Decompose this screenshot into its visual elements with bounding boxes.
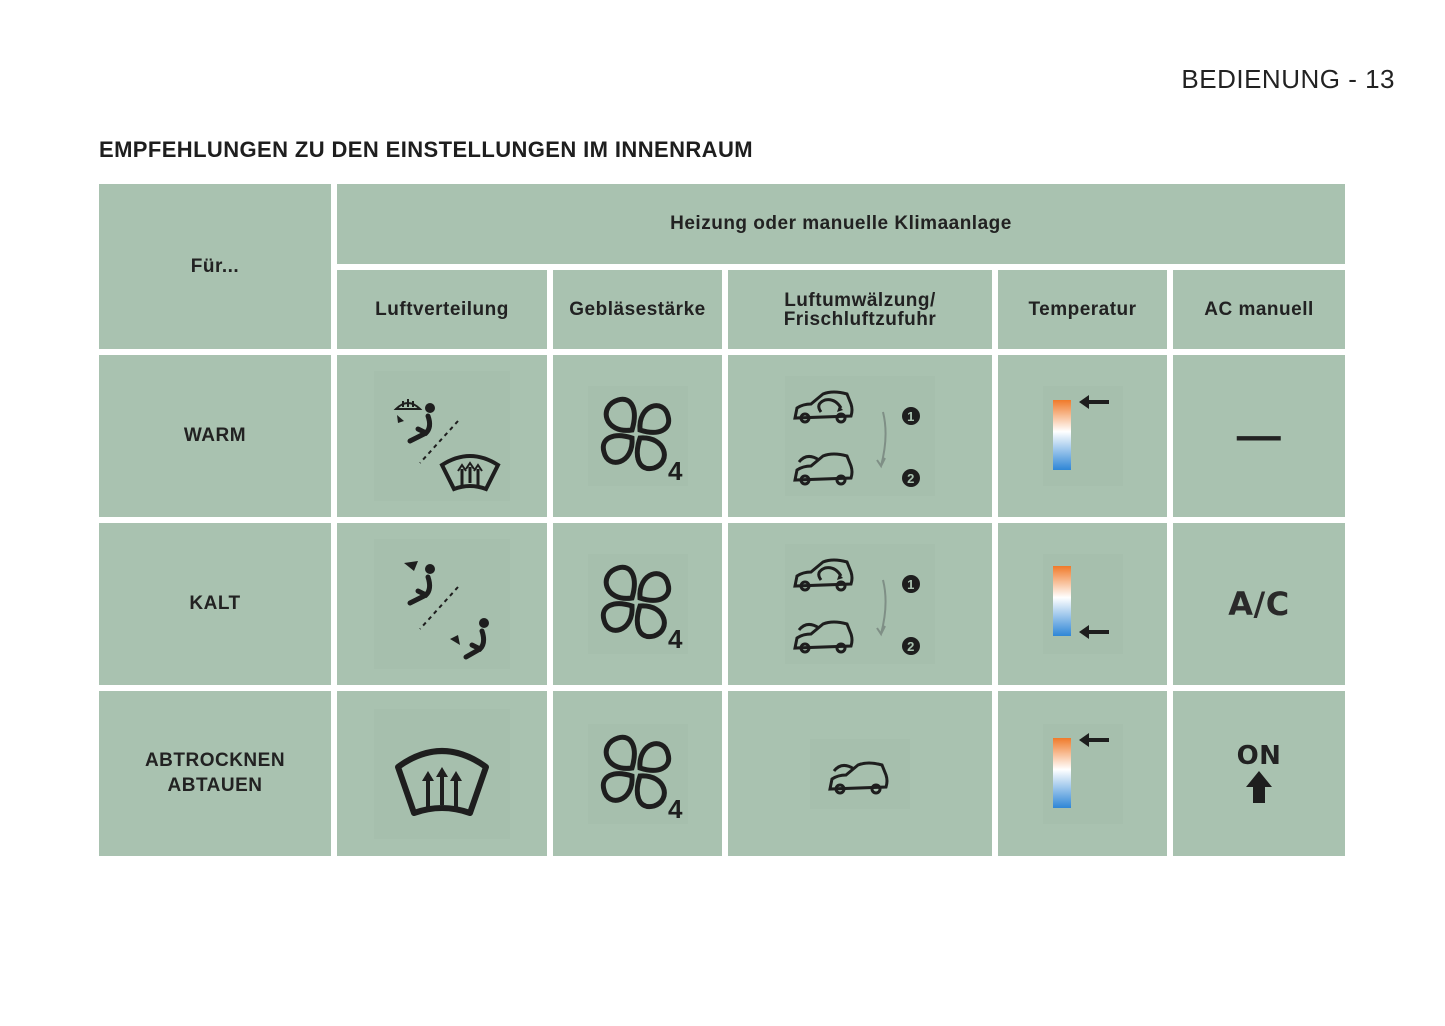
column-header-luftverteilung [337,270,547,349]
svg-text:2: 2 [907,639,915,654]
column-label: Luftverteilung [375,298,509,320]
column-label: Temperatur [1028,298,1137,320]
face-and-feet-vents-icon [374,539,510,669]
cell-kalt-temperatur [998,523,1167,685]
group-header: Heizung oder manuelle Klimaanlage [670,213,1012,235]
cell-kalt-geblaese [553,523,722,685]
cell-kalt-ac [1173,523,1345,685]
svg-text:1: 1 [907,577,915,592]
corner-label: Für... [190,255,240,277]
row-label: ABTAUEN [167,775,263,796]
group-header-cell [337,184,1345,264]
ac-on-arrow [1236,740,1282,805]
fan-level: 4 [667,793,683,824]
row-label-warm [99,355,331,517]
cell-warm-ac [1173,355,1345,517]
section-title: EMPFEHLUNGEN ZU DEN EINSTELLUNGEN IM INNENRAUM [99,137,753,162]
column-header-luftumwaelzung [728,270,992,349]
ac-on-text: ON [1236,740,1282,771]
temperature-max-cold-icon [1043,554,1123,654]
cell-warm-temperatur [998,355,1167,517]
cell-abtrocknen-temperatur [998,691,1167,856]
row-label: WARM [183,425,247,447]
temperature-max-warm-icon [1043,724,1123,824]
column-label: Gebläsestärke [569,298,706,320]
temperature-max-warm-icon [1043,386,1123,486]
cell-kalt-umwaelzung [728,523,992,685]
cell-abtrocknen-ac [1173,691,1345,856]
cell-warm-luftverteilung [337,355,547,517]
column-header-temperatur [998,270,1167,349]
windscreen-defrost-icon [374,709,510,839]
recirculation-then-fresh-air-icon [785,376,935,496]
row-label: ABTROCKNEN [144,750,286,772]
cell-warm-umwaelzung [728,355,992,517]
row-label-abtrocknen [99,691,331,856]
cell-warm-geblaese [553,355,722,517]
ac-off-dash: — [1236,410,1282,460]
fan-level: 4 [667,624,683,654]
fan-icon [588,724,688,824]
column-label: AC manuell [1204,298,1314,320]
fan-level: 4 [667,456,683,486]
fan-icon [588,386,688,486]
corner-label-cell [99,184,331,349]
page-header: BEDIENUNG - 13 [1181,64,1395,94]
column-header-ac [1173,270,1345,349]
cell-kalt-luftverteilung [337,523,547,685]
arrow-up-icon [1244,769,1274,805]
ac-on-label: A/C [1228,584,1290,623]
recirculation-then-fresh-air-icon [785,544,935,664]
cell-abtrocknen-geblaese [553,691,722,856]
row-label-kalt [99,523,331,685]
row-label: KALT [189,593,241,615]
svg-text:1: 1 [907,409,915,424]
column-label: Frischluftzufuhr [783,308,937,330]
column-label: Luftumwälzung/ [784,289,936,311]
cell-abtrocknen-umwaelzung [728,691,992,856]
defrost-windscreen-and-feet-icon [374,371,510,501]
column-header-geblaese [553,270,722,349]
cell-abtrocknen-luftverteilung [337,691,547,856]
svg-text:2: 2 [907,471,915,486]
fan-icon [588,554,688,654]
fresh-air-intake-icon [810,739,910,809]
